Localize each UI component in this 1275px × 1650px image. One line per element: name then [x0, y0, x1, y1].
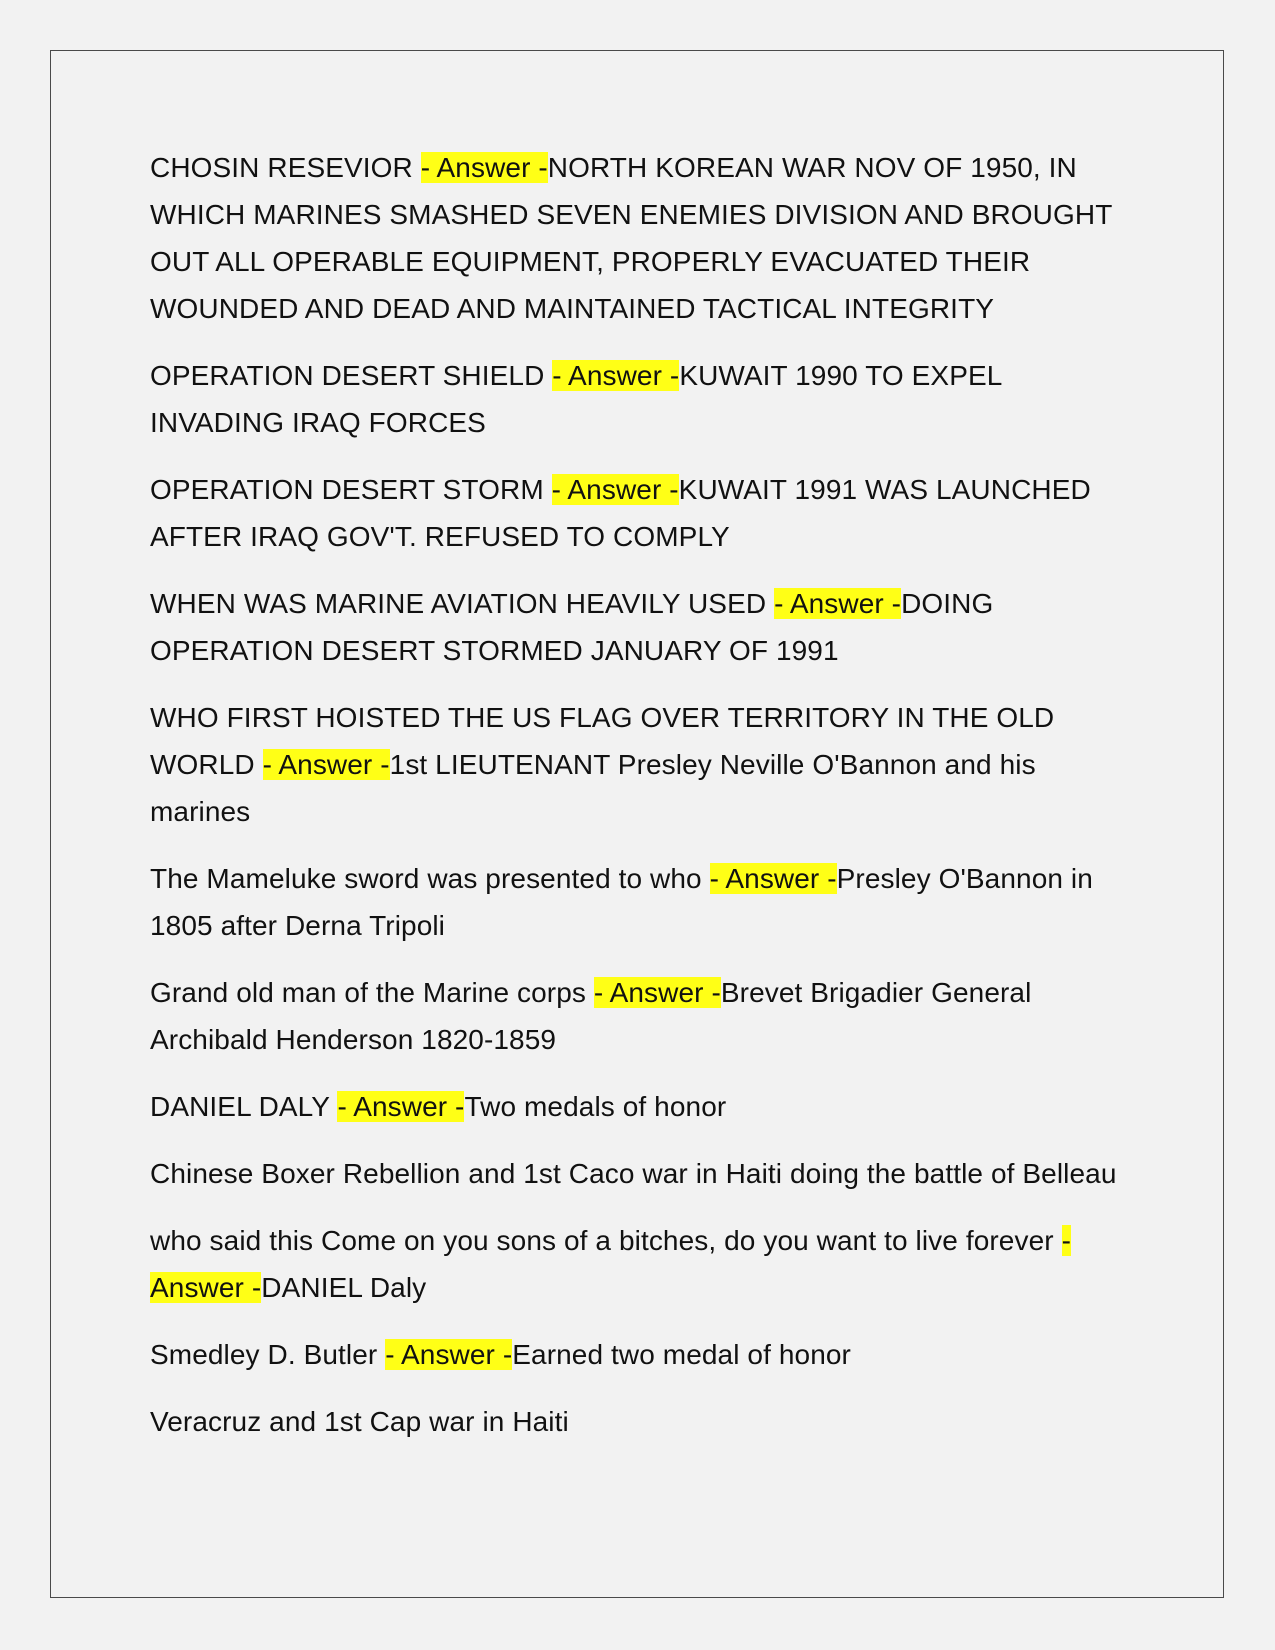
- answer-separator: - Answer -: [709, 863, 837, 894]
- answer-text: Brevet Brigadier General Archibald Henderson 1820-1859: [150, 977, 1032, 1055]
- answer-separator: - Answer -: [420, 152, 548, 183]
- qa-item: [150, 855, 1140, 949]
- qa-item: [150, 1217, 1140, 1311]
- question-text: WHO FIRST HOISTED THE US FLAG OVER TERRITORY IN THE OLD WORLD: [150, 702, 1055, 780]
- answer-separator: - Answer -: [552, 360, 680, 391]
- continuation-text: Veracruz and 1st Cap war in Haiti: [150, 1406, 569, 1437]
- qa-item: [150, 144, 1140, 332]
- qa-item: [150, 466, 1140, 560]
- answer-text: Earned two medal of honor: [512, 1339, 851, 1370]
- answer-separator: - Answer -: [150, 1225, 1071, 1303]
- answer-separator: - Answer -: [774, 588, 902, 619]
- answer-text: KUWAIT 1990 TO EXPEL INVADING IRAQ FORCES: [150, 360, 1002, 438]
- qa-item: [150, 352, 1140, 446]
- question-text: who said this Come on you sons of a bitches, do you want to live forever: [150, 1225, 1062, 1256]
- continuation-text: Chinese Boxer Rebellion and 1st Caco war in Haiti doing the battle of Belleau: [150, 1158, 1117, 1189]
- question-text: Smedley D. Butler: [150, 1339, 386, 1370]
- question-text: Grand old man of the Marine corps: [150, 977, 594, 1008]
- answer-text: Presley O'Bannon in 1805 after Derna Tripoli: [150, 863, 1093, 941]
- answer-separator: - Answer -: [593, 977, 721, 1008]
- answer-separator: - Answer -: [551, 474, 679, 505]
- qa-item: [150, 694, 1140, 835]
- document-body: [150, 144, 1140, 1465]
- question-text: WHEN WAS MARINE AVIATION HEAVILY USED: [150, 588, 775, 619]
- answer-text: Two medals of honor: [464, 1091, 727, 1122]
- answer-separator: - Answer -: [385, 1339, 513, 1370]
- question-text: The Mameluke sword was presented to who: [150, 863, 710, 894]
- answer-text: DOING OPERATION DESERT STORMED JANUARY OF 1991: [150, 588, 994, 666]
- qa-item: [150, 1331, 1140, 1378]
- answer-text: 1st LIEUTENANT Presley Neville O'Bannon and his marines: [150, 749, 1036, 827]
- question-text: OPERATION DESERT SHIELD: [150, 360, 553, 391]
- answer-text: KUWAIT 1991 WAS LAUNCHED AFTER IRAQ GOV'T. REFUSED TO COMPLY: [150, 474, 1091, 552]
- question-text: CHOSIN RESEVIOR: [150, 152, 421, 183]
- question-text: DANIEL DALY: [150, 1091, 338, 1122]
- question-text: OPERATION DESERT STORM: [150, 474, 552, 505]
- qa-item: [150, 580, 1140, 674]
- answer-text: NORTH KOREAN WAR NOV OF 1950, IN WHICH MARINES SMASHED SEVEN ENEMIES DIVISION AND BROUGHT OUT ALL OPERABLE EQUIPMENT, PROPERLY EVACUATED THEIR WOUNDED AND DEAD AND MAINTAINED TACTICAL INTEGRITY: [150, 152, 1112, 324]
- answer-text: DANIEL Daly: [261, 1272, 427, 1303]
- answer-separator: - Answer -: [337, 1091, 465, 1122]
- qa-item: [150, 1083, 1140, 1130]
- answer-separator: - Answer -: [262, 749, 390, 780]
- qa-item: [150, 969, 1140, 1063]
